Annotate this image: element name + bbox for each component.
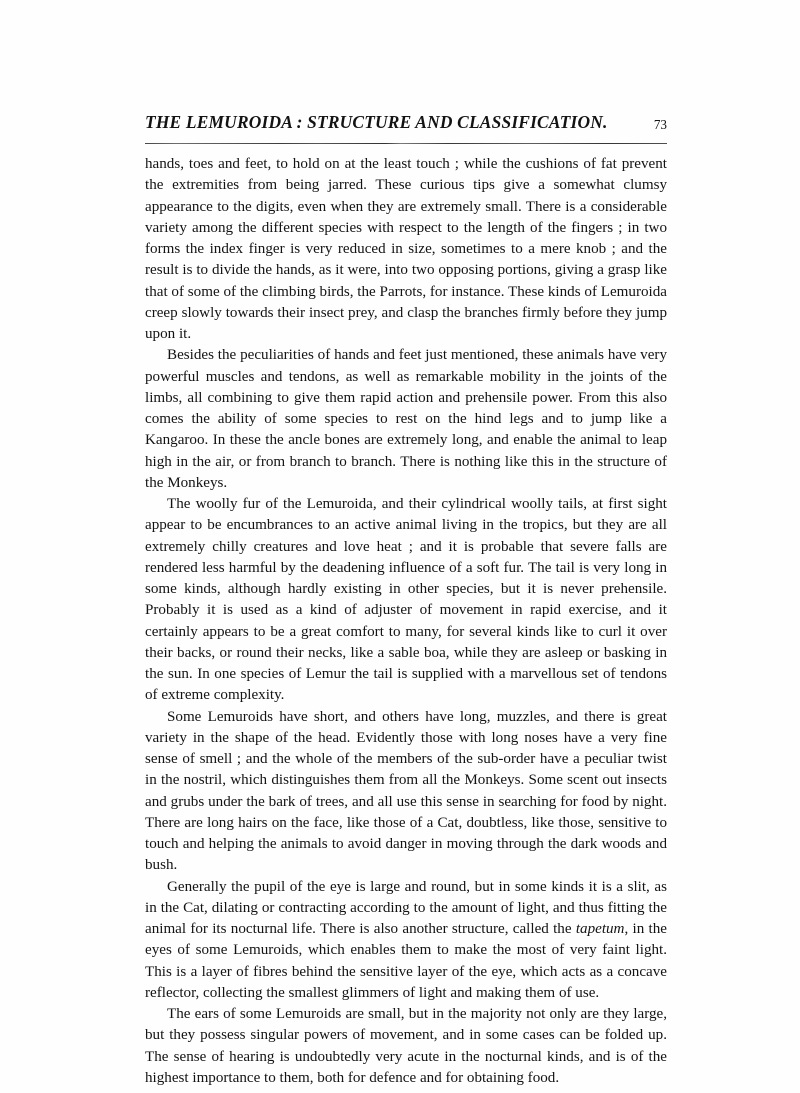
running-head-title: THE LEMUROIDA : STRUCTURE AND CLASSIFICATION.	[145, 112, 608, 132]
paragraph-eye-text-after: , in the eyes of some Lemuroids, which enables them to make the most of very faint light. This is a layer of fibres behind the sensitive layer of the eye, which acts as a concave reflector, collecting the smallest glimmers of light and making them of use.	[145, 921, 667, 1001]
paragraph-woolly-fur: The woolly fur of the Lemuroida, and their cylindrical woolly tails, at first sight appear to be encumbrances to an active animal living in the tropics, but they are all extremely chilly creatures and love heat ; and it is probable that severe falls are rendered less harmful by the deadening influence of a soft fur. The tail is very long in some kinds, although hardly existing in other species, but it is never prehensile. Probably it is used as a kind of adjuster of movement in rapid exercise, and it certainly appears to be a great comfort to many, for several kinds like to curl it over their backs, or round their necks, like a sable boa, while they are asleep or basking in the sun. In one species of Lemur the tail is supplied with a marvellous set of tendons of extreme complexity.	[145, 496, 667, 704]
paragraph-hands-feet: hands, toes and feet, to hold on at the least touch ; while the cushions of fat prevent the extremities from being jarred. These curious tips give a somewhat clumsy appearance to the digits, even when they are extremely small. There is a considerable variety among the different species with respect to the length of the fingers ; in two forms the index finger is very reduced in size, sometimes to a mere knob ; and the result is to divide the hands, as it were, into two opposing portions, giving a grasp like that of some of the climbing birds, the Parrots, for instance. These kinds of Lemuroida creep slowly towards their insect prey, and clasp the branches firmly before they jump upon it.	[145, 156, 667, 342]
paragraph-eye-text-before: Generally the pupil of the eye is large and round, but in some kinds it is a slit, as in the Cat, dilating or contracting according to the amount of light, and thus fitting the animal for its nocturnal life. There is also another structure, called the	[145, 878, 667, 937]
paragraph-eye-tapetum	[145, 877, 667, 1005]
page-number: 73	[653, 117, 667, 132]
paragraph-muzzles-smell: Some Lemuroids have short, and others have long, muzzles, and there is great variety in the shape of the head. Evidently those with long noses have a very fine sense of smell ; and the whole of the members of the sub-order have a peculiar twist in the nostril, which distinguishes them from all the Monkeys. Some scent out insects and grubs under the bark of trees, and all use this sense in searching for food by night. There are long hairs on the face, like those of a Cat, doubtless, like those, sensitive to touch and helping the animals to avoid danger in moving through the dark woods and bush.	[145, 708, 667, 874]
italic-term-tapetum: tapetum	[575, 921, 625, 937]
paragraph-muscles-tendons: Besides the peculiarities of hands and feet just mentioned, these animals have very powerful muscles and tendons, as well as remarkable mobility in the joints of the limbs, all combining to give them rapid action and prehensile power. From this also comes the ability of some species to rest on the hind legs and to jump like a Kangaroo. In these the ancle bones are extremely long, and enable the animal to leap high in the air, or from branch to branch. There is nothing like this in the structure of the Monkeys.	[145, 347, 667, 491]
page-content	[145, 112, 667, 1089]
header-rule-line	[145, 143, 667, 144]
body-text	[145, 154, 667, 1089]
running-head	[145, 112, 667, 138]
paragraph-ears-hearing: The ears of some Lemuroids are small, but in the majority not only are they large, but they possess singular powers of movement, and in some cases can be folded up. The sense of hearing is undoubtedly very acute in the nocturnal kinds, and is of the highest importance to them, both for defence and for obtaining food.	[145, 1006, 667, 1086]
header-rule	[145, 143, 667, 144]
